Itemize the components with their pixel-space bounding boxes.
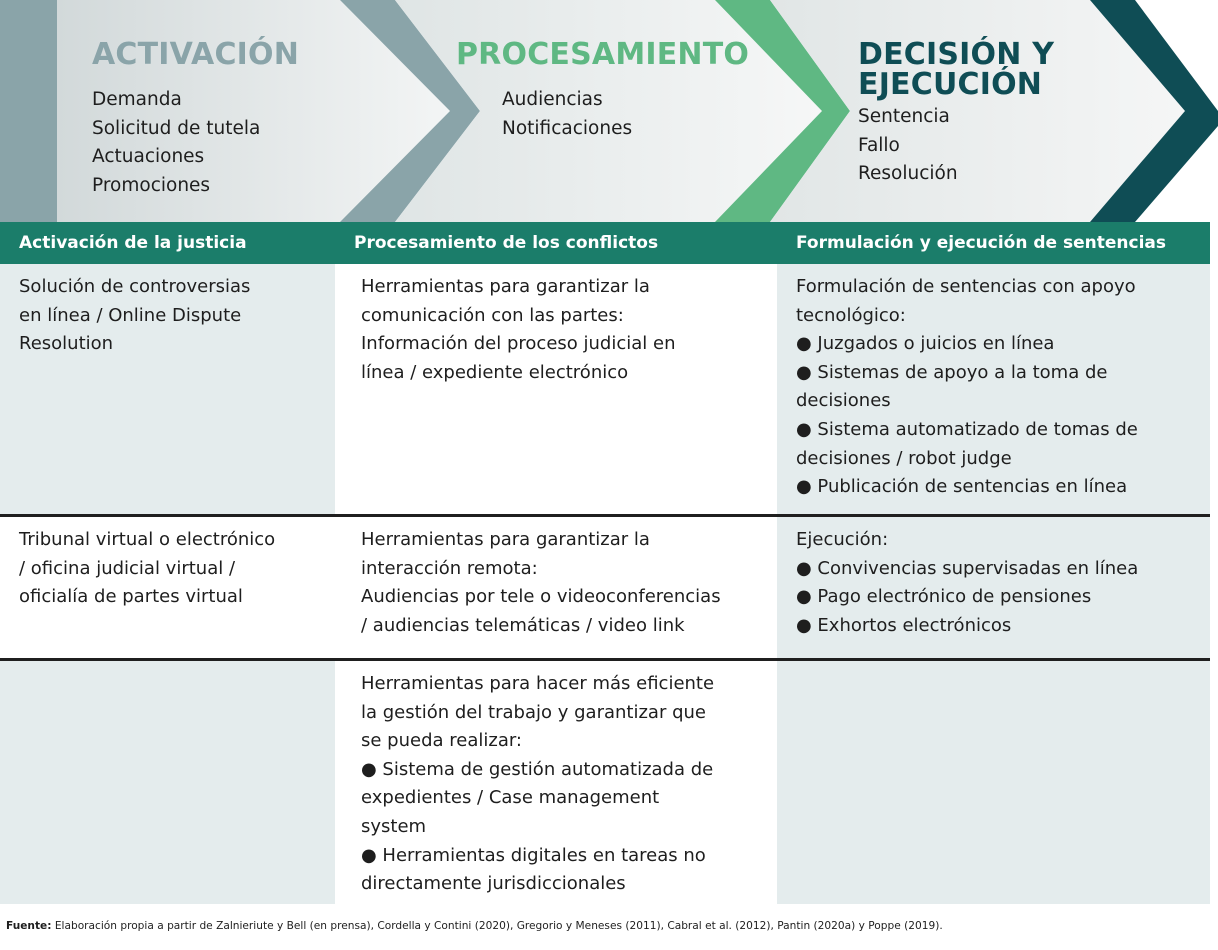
- table-cell: Tribunal virtual o electrónico / oficina judicial virtual / oficialía de partes virtual: [0, 517, 335, 658]
- table-cell: Solución de controversias en línea / Online Dispute Resolution: [0, 264, 335, 514]
- table-row: [0, 264, 1210, 514]
- tools-table: [0, 222, 1210, 904]
- stage-item: Resolución: [858, 163, 958, 184]
- header-procesamiento: Procesamiento de los conflictos: [354, 233, 659, 253]
- table-header: [0, 222, 1210, 264]
- stage-activacion: [92, 37, 300, 200]
- stage-activacion-items: [92, 86, 299, 200]
- table-cell: Formulación de sentencias con apoyo tecnológico: ● Juzgados o juicios en línea ● Sistemas de apoyo a la toma de decisiones ● Sistema automatizado de tomas de decisiones / robot judge ● Publicación de sentencias en línea: [777, 264, 1210, 514]
- stage-decision: [858, 37, 1055, 189]
- stage-item: Notificaciones: [502, 117, 633, 139]
- header-formulacion: Formulación y ejecución de sentencias: [796, 233, 1166, 253]
- stage-item: Sentencia: [858, 106, 950, 127]
- source-note: [6, 920, 943, 932]
- stage-item: Fallo: [858, 134, 900, 156]
- left-edge-bar: [0, 0, 57, 222]
- stage-decision-items: [858, 103, 1054, 189]
- table-cell: [0, 661, 335, 904]
- source-label: Fuente:: [6, 920, 52, 932]
- stage-procesamiento: [456, 37, 750, 143]
- stage-activacion-title: ACTIVACIÓN: [92, 37, 300, 72]
- source-text: Elaboración propia a partir de Zalnieriute y Bell (en prensa), Cordella y Contini (2020), Gregorio y Meneses (2011), Cabral et al. (2012), Pantin (2020a) y Poppe (2019).: [51, 920, 943, 932]
- stage-procesamiento-items: [502, 86, 749, 143]
- stage-item: Audiencias: [502, 89, 603, 110]
- stage-item: Demanda: [92, 89, 182, 110]
- header-activacion: Activación de la justicia: [19, 233, 247, 253]
- table-cell: [777, 661, 1210, 904]
- stage-item: Solicitud de tutela: [92, 117, 261, 139]
- stage-item: Actuaciones: [92, 146, 205, 167]
- table-cell: Herramientas para garantizar la comunicación con las partes: Información del proceso judicial en línea / expediente electrónico: [335, 264, 777, 514]
- table-row: [0, 517, 1210, 658]
- stage-item: Promociones: [92, 174, 211, 196]
- table-cell: Ejecución: ● Convivencias supervisadas en línea ● Pago electrónico de pensiones ● Exhortos electrónicos: [777, 517, 1210, 658]
- table-cell: Herramientas para garantizar la interacción remota: Audiencias por tele o videoconferencias / audiencias telemáticas / video link: [335, 517, 777, 658]
- table-row: [0, 661, 1210, 904]
- stage-decision-title: DECISIÓN Y EJECUCIÓN: [858, 37, 1055, 102]
- stage-procesamiento-title: PROCESAMIENTO: [456, 37, 750, 72]
- table-cell: Herramientas para hacer más eficiente la gestión del trabajo y garantizar que se pueda realizar: ● Sistema de gestión automatizada de expedientes / Case management system ● Herramientas digitales en tareas no directamente jurisdiccionales: [335, 661, 777, 904]
